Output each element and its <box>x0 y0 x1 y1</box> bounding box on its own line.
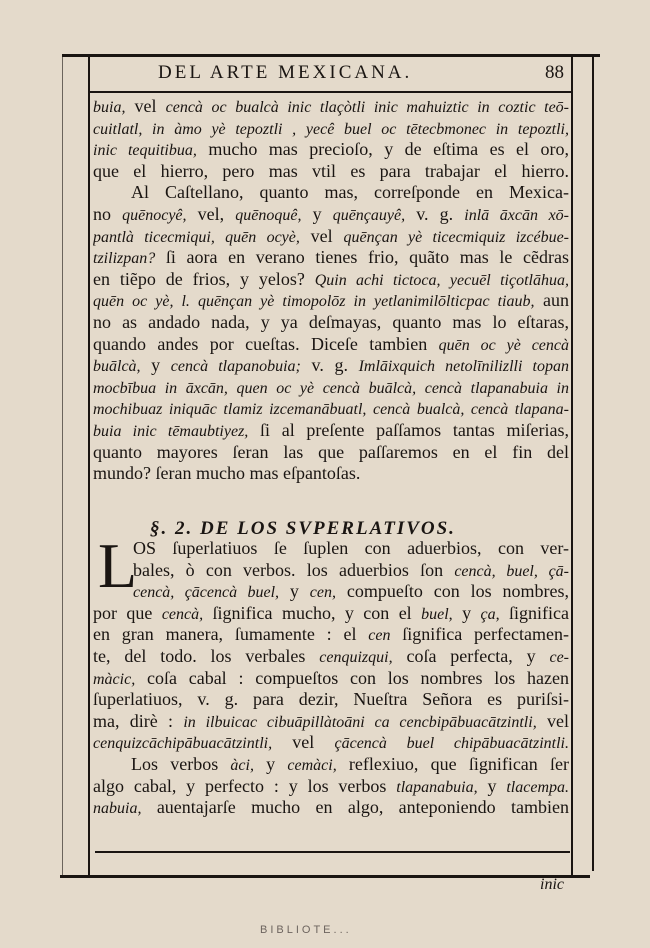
text-line <box>93 442 569 464</box>
spanish-text: coſa cabal : compueſtos con los nombres los hazen <box>135 667 569 688</box>
top-rule <box>62 54 600 57</box>
nahuatl-text: màcic, <box>93 670 136 688</box>
spanish-text: no <box>93 203 123 224</box>
spanish-text: bales, ò con verbos. los aduerbios ſon <box>133 559 455 580</box>
nahuatl-text: buel, <box>421 605 453 623</box>
nahuatl-text: cencà tlapanobuia; <box>170 358 301 376</box>
section-heading: §. 2. DE LOS SVPERLATIVOS. <box>150 518 456 539</box>
nahuatl-text: in ilbuicac cibuāpillàtoāni ca cencbipābuacātzintli, <box>183 713 537 731</box>
nahuatl-text: buālcà, <box>93 358 141 376</box>
text-line <box>93 290 569 312</box>
spanish-text: no as andado nada, y ya deſmayas, quanto mas lo eſtaras, <box>93 311 569 332</box>
spanish-text: v. g. <box>405 203 465 224</box>
paragraph-1 <box>93 96 569 485</box>
nahuatl-text: inlā āxcān xō- <box>464 206 569 224</box>
spanish-text: en gran manera, ſumamente : el <box>93 624 369 645</box>
nahuatl-text: cencà oc bualcà inic tlaçòtli inic mahuiztic in coztic teō- <box>165 99 569 116</box>
spanish-text: compueſto con los nombres, <box>336 581 569 602</box>
nahuatl-text: àci, <box>230 756 254 774</box>
spanish-text: vel <box>299 225 344 246</box>
frame-right <box>571 56 573 878</box>
spanish-text: y <box>477 775 507 796</box>
spanish-text: por que <box>93 602 162 623</box>
spanish-text: quanto mayores ſeran las que paſſaremos en el fin del <box>93 441 569 462</box>
text-line <box>93 560 569 582</box>
text-line <box>93 161 569 183</box>
spanish-text: ſi aora en verano tienes frio, quãto mas le cẽdras <box>155 247 569 268</box>
nahuatl-text: buia inic tēmaubtiyez, <box>93 422 249 440</box>
spanish-text: vel, <box>186 203 236 224</box>
text-line <box>93 420 569 442</box>
nahuatl-text: cencà, çācencà buel, <box>133 584 280 602</box>
spanish-text: ſignifica mucho, y con el <box>203 602 422 623</box>
header-rule <box>90 91 572 93</box>
text-line <box>93 334 569 356</box>
nahuatl-text: cenquizqui, <box>319 648 393 666</box>
spanish-text: OS ſuperlatiuos ſe ſuplen con aduerbios, con ver- <box>133 538 569 558</box>
spanish-text: y <box>301 203 333 224</box>
text-line <box>93 754 569 776</box>
nahuatl-text: nabuia, <box>93 800 142 818</box>
text-line <box>93 398 569 420</box>
spanish-text: y <box>253 753 288 774</box>
nahuatl-text: quēnoquê, <box>235 206 302 224</box>
nahuatl-text: tlapanabuia, <box>396 778 478 796</box>
text-line <box>93 269 569 291</box>
catchword: inic <box>540 876 564 893</box>
nahuatl-text: cenquizcāchipābuacātzintli, <box>93 735 273 753</box>
spanish-text: ſuperlatiuos, v. g. para dezir, Nueſtra Señora es puriſsi- <box>93 689 569 710</box>
text-line <box>93 732 569 754</box>
nahuatl-text: çācencà buel chipābuacātzintli. <box>334 735 569 753</box>
library-stamp: BIBLIOTE... <box>260 924 352 936</box>
nahuatl-text: mocbībua in āxcān, quen oc yè cencà buālcà, cencà tlapanabuia in <box>93 379 569 397</box>
nahuatl-text: cemàci, <box>287 756 337 774</box>
page-header <box>92 60 570 88</box>
spanish-text: te, del todo. los verbales <box>93 645 320 666</box>
text-line <box>93 624 569 646</box>
frame-left <box>88 56 90 878</box>
spanish-text: vel <box>272 732 335 753</box>
nahuatl-text: quēnçauyê, <box>332 206 406 224</box>
nahuatl-text: pantlà ticecmiqui, quēn ocyè, <box>93 228 300 246</box>
nahuatl-text: mochibuaz iniquāc tlamiz izcemanābuatl, cencà bualcà, cencà tlapana- <box>93 401 569 419</box>
nahuatl-text: ça, <box>480 605 500 623</box>
text-line <box>93 312 569 334</box>
bottom-rule <box>60 875 590 878</box>
text-line <box>93 139 569 161</box>
spanish-text: ſi al preſente paſſamos tantas miſerias, <box>248 419 569 440</box>
spanish-text: reflexiuo, que ſignifican ſer <box>336 753 569 774</box>
spanish-text: Los verbos <box>131 753 231 774</box>
drop-capital: L <box>98 530 138 601</box>
spanish-text: y <box>279 581 310 602</box>
spanish-text: auentajarſe mucho en algo, anteponiendo tambien <box>141 797 569 818</box>
spanish-text: y <box>452 602 481 623</box>
nahuatl-text: cen <box>368 627 391 645</box>
text-line <box>93 603 569 625</box>
text-line <box>93 204 569 226</box>
spanish-text: aun <box>534 290 569 311</box>
nahuatl-text: quēn oc yè cencà <box>438 336 569 354</box>
nahuatl-text: cuitlatl, in àmo yè tepoztli , yecê buel oc tētecbmonec in tepoztli, <box>93 120 569 138</box>
spanish-text: ma, dirè : <box>93 710 184 731</box>
text-line <box>93 463 569 485</box>
spanish-text: mundo? ſeran mucho mas eſpantoſas. <box>93 463 361 484</box>
spanish-text: que el hierro, pero mas vtil es para trabajar el hierro. <box>93 160 569 181</box>
spanish-text: y <box>140 355 171 376</box>
frame-outer-left <box>62 56 63 876</box>
text-line <box>93 247 569 269</box>
nahuatl-text: buia, <box>93 99 126 116</box>
page-number: 88 <box>545 62 564 83</box>
spanish-text: ſignifica perfectamen- <box>390 624 569 645</box>
text-line <box>93 689 569 711</box>
nahuatl-text: quēn oc yè, l. quēnçan yè timopolōz in yetlanimilōlticpac tiaub, <box>93 293 535 311</box>
nahuatl-text: quēnçan yè ticecmiquiz izcébue- <box>343 228 569 246</box>
text-line <box>93 118 569 140</box>
nahuatl-text: tzilizpan? <box>93 250 156 268</box>
running-title: DEL ARTE MEXICANA. <box>158 62 413 83</box>
text-line <box>93 668 569 690</box>
text-line <box>93 182 569 204</box>
text-line <box>93 538 569 560</box>
nahuatl-text: Imlāixquich netolīnilizlli topan <box>358 358 569 376</box>
spanish-text: ſignifica <box>499 602 569 623</box>
paragraph-2 <box>93 538 569 819</box>
text-line <box>93 226 569 248</box>
spanish-text: v. g. <box>300 355 359 376</box>
nahuatl-text: ce- <box>549 648 569 666</box>
text-line <box>93 797 569 819</box>
nahuatl-text: cencà, buel, çā- <box>454 562 569 580</box>
spanish-text: vel <box>125 96 166 116</box>
spanish-text: mucho mas precioſo, y de eſtima es el oro, <box>196 139 569 160</box>
nahuatl-text: inic tequitibua, <box>93 142 197 160</box>
spanish-text: quando andes por cueſtas. Diceſe tambien <box>93 333 439 354</box>
text-line <box>93 377 569 399</box>
spanish-text: coſa perfecta, y <box>392 645 550 666</box>
text-line <box>93 711 569 733</box>
frame-outer-right <box>592 56 594 871</box>
nahuatl-text: Quin achi tictoca, yecuēl tiçotlāhua, <box>314 271 569 289</box>
nahuatl-text: quēnocyê, <box>122 206 187 224</box>
text-bottom-rule <box>95 851 570 853</box>
nahuatl-text: cen, <box>309 584 336 602</box>
nahuatl-text: tlacempa. <box>506 778 569 796</box>
spanish-text: Al Caſtellano, quanto mas, correſponde en Mexica- <box>131 182 569 203</box>
nahuatl-text: cencà, <box>161 605 204 623</box>
spanish-text: vel <box>536 710 569 731</box>
spanish-text: algo cabal, y perfecto : y los verbos <box>93 775 397 796</box>
text-line <box>93 581 569 603</box>
text-line <box>93 776 569 798</box>
text-line <box>93 646 569 668</box>
text-line <box>93 96 569 118</box>
spanish-text: en tiẽpo de frios, y yelos? <box>93 268 315 289</box>
text-line <box>93 355 569 377</box>
